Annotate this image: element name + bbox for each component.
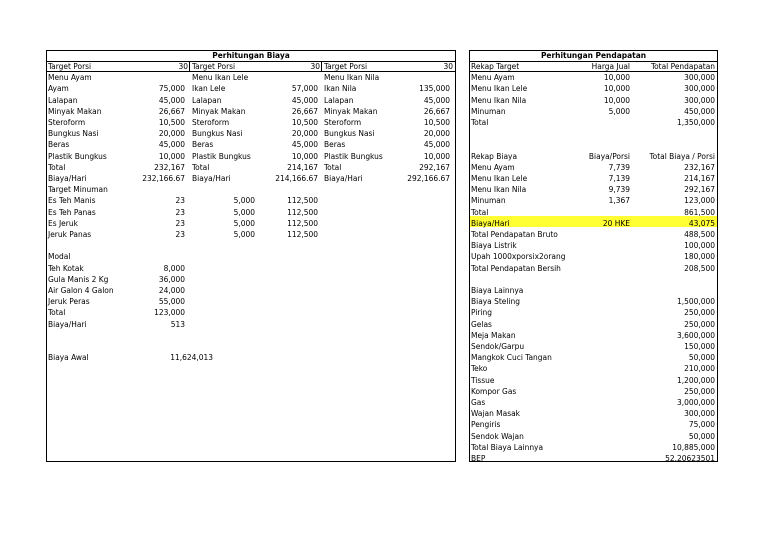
cost-item-value: 292,166.67 — [407, 173, 450, 183]
minuman-total: 112,500 — [287, 229, 318, 239]
rekap-biaya-row-mid: 7,139 — [608, 173, 630, 183]
cost-item-value: 232,167 — [154, 161, 185, 172]
rekap-biaya-header-label: Rekap Biaya — [471, 150, 518, 161]
cost-item-value: 26,667 — [158, 105, 185, 116]
minuman-total: 112,500 — [287, 195, 318, 206]
minuman-price: 5,000 — [233, 217, 255, 228]
menu-name: Menu Ikan Nila — [324, 72, 380, 83]
minuman-qty: 23 — [175, 229, 185, 239]
rekap-biaya-row-value: 100,000 — [684, 240, 715, 251]
biaya-lainnya-title: Biaya Lainnya — [471, 285, 524, 295]
rekap-target-row-mid: 10,000 — [603, 72, 630, 83]
cost-item-value: 214,166.67 — [275, 173, 318, 183]
cost-item-value: 57,000 — [291, 83, 318, 94]
cost-item-value: 20,000 — [158, 128, 185, 139]
cost-item-label: Biaya/Hari — [192, 173, 231, 183]
rekap-biaya-row-value: 861,500 — [684, 206, 715, 217]
biaya-lainnya-value: 3,600,000 — [677, 329, 715, 340]
target-porsi-value: 30 — [310, 61, 320, 71]
modal-label: Jeruk Peras — [48, 296, 90, 307]
biaya-lainnya-value: 10,885,000 — [672, 441, 715, 452]
minuman-label: Es Teh Manis — [48, 195, 96, 206]
biaya-lainnya-value: 50,000 — [688, 430, 715, 441]
modal-value: 8,000 — [163, 262, 185, 273]
biaya-lainnya-label: Piring — [471, 307, 493, 318]
biaya-lainnya-value: 3,000,000 — [677, 397, 715, 407]
cost-item-label: Beras — [48, 139, 70, 150]
cost-item-value: 10,000 — [158, 150, 185, 161]
biaya-lainnya-value: 150,000 — [684, 341, 715, 351]
cost-item-value: 214,167 — [287, 161, 318, 172]
minuman-label: Jeruk Panas — [48, 229, 92, 239]
rekap-biaya-row-label: Menu Ayam — [471, 161, 515, 172]
cost-item-label: Minyak Makan — [192, 105, 246, 116]
biaya-lainnya-value: 250,000 — [684, 385, 715, 396]
minuman-qty: 23 — [175, 195, 185, 206]
cost-item-value: 45,000 — [158, 94, 185, 105]
cost-item-value: 10,000 — [423, 150, 450, 161]
pendapatan-title: Perhitungan Pendapatan — [540, 50, 647, 60]
biaya-lainnya-label: Total Biaya Lainnya — [471, 441, 544, 452]
rekap-biaya-row-label: Minuman — [471, 195, 506, 206]
rekap-target-row-mid: 10,000 — [603, 94, 630, 105]
rekap-biaya-row-label: Upah 1000xporsix2orang — [471, 251, 566, 262]
cost-item-label: Lalapan — [324, 94, 354, 105]
cost-item-value: 45,000 — [291, 139, 318, 150]
rekap-biaya-row-label: Total Pendapatan Bruto — [471, 229, 558, 239]
modal-label: Air Galon 4 Galon — [48, 285, 114, 295]
biaya-lainnya-label: Teko — [471, 363, 488, 374]
rekap-biaya-row-label: Menu Ikan Lele — [471, 173, 528, 183]
rekap-target-header-label: Rekap Target — [471, 61, 520, 71]
cost-item-label: Ayam — [48, 83, 69, 94]
rekap-target-row-label: Menu Ikan Lele — [471, 83, 528, 94]
rekap-biaya-row-value: 292,167 — [684, 184, 715, 195]
biaya-lainnya-label: Biaya Steling — [471, 296, 521, 307]
biaya-lainnya-label: Gelas — [471, 318, 492, 329]
menu-name: Menu Ayam — [48, 72, 92, 83]
cost-item-value: 232,166.67 — [142, 173, 185, 183]
cost-item-value: 20,000 — [423, 128, 450, 139]
cost-item-label: Total — [192, 161, 210, 172]
biaya-lainnya-value: 1,500,000 — [677, 296, 715, 307]
rekap-biaya-row-value: 208,500 — [684, 262, 715, 273]
rekap-biaya-row-label: Menu Ikan Nila — [471, 184, 527, 195]
minuman-price: 5,000 — [233, 195, 255, 206]
modal-value: 24,000 — [158, 285, 185, 295]
cost-item-label: Plastik Bungkus — [192, 150, 251, 161]
biaya-lainnya-value: 250,000 — [684, 318, 715, 329]
cost-item-label: Biaya/Hari — [324, 173, 363, 183]
cost-item-label: Total — [324, 161, 342, 172]
rekap-target-row-label: Minuman — [471, 105, 506, 116]
biaya-lainnya-label: Gas — [471, 397, 486, 407]
cost-item-label: Biaya/Hari — [48, 173, 87, 183]
rekap-biaya-row-value: 214,167 — [684, 173, 715, 183]
biaya-lainnya-label: Pengiris — [471, 419, 501, 430]
modal-value: 55,000 — [158, 296, 185, 307]
target-minuman-title: Target Minuman — [48, 184, 108, 195]
cost-item-value: 45,000 — [291, 94, 318, 105]
biaya-lainnya-value: 210,000 — [684, 363, 715, 374]
cost-item-value: 10,500 — [158, 117, 185, 127]
biaya-lainnya-label: Mangkok Cuci Tangan — [471, 352, 552, 363]
biaya-title: Perhitungan Biaya — [212, 50, 290, 60]
rekap-biaya-row-value: 488,500 — [684, 229, 715, 239]
cost-item-label: Bungkus Nasi — [192, 128, 243, 139]
target-porsi-label: Target Porsi — [324, 61, 368, 71]
biaya-lainnya-label: Sendok Wajan — [471, 430, 524, 441]
biaya-lainnya-label: Tissue — [471, 374, 495, 385]
biaya-lainnya-value: 1,200,000 — [677, 374, 715, 385]
cost-item-value: 75,000 — [158, 83, 185, 94]
rekap-target-header-mid: Harga Jual — [591, 61, 630, 71]
cost-item-label: Bungkus Nasi — [324, 128, 375, 139]
cost-item-value: 20,000 — [291, 128, 318, 139]
rekap-target-row-mid: 5,000 — [608, 105, 630, 116]
biaya-lainnya-label: Wajan Masak — [471, 408, 520, 419]
cost-item-label: Ikan Lele — [192, 83, 226, 94]
minuman-price: 5,000 — [233, 229, 255, 239]
cost-item-label: Ikan Nila — [324, 83, 357, 94]
modal-label: Biaya/Hari — [48, 318, 87, 329]
modal-value: 513 — [170, 318, 185, 329]
rekap-biaya-row-value: 180,000 — [684, 251, 715, 262]
cost-item-label: Total — [48, 161, 66, 172]
modal-title: Modal — [48, 251, 71, 262]
cost-item-label: Steroform — [324, 117, 362, 127]
rekap-biaya-row-label: Biaya Listrik — [471, 240, 517, 251]
rekap-biaya-row-label: Total Pendapatan Bersih — [471, 262, 561, 273]
cost-item-value: 26,667 — [423, 105, 450, 116]
cost-item-value: 45,000 — [423, 94, 450, 105]
minuman-total: 112,500 — [287, 217, 318, 228]
cost-item-label: Minyak Makan — [48, 105, 102, 116]
cost-item-value: 10,500 — [423, 117, 450, 127]
cost-item-label: Minyak Makan — [324, 105, 378, 116]
rekap-biaya-row-value: 232,167 — [684, 161, 715, 172]
rekap-biaya-row-value: 123,000 — [684, 195, 715, 206]
cost-item-value: 10,000 — [291, 150, 318, 161]
cost-item-label: Lalapan — [48, 94, 78, 105]
biaya-lainnya-value: 52.20623501 — [665, 453, 715, 463]
cost-item-value: 10,500 — [291, 117, 318, 127]
rekap-biaya-row-mid: 20 HKE — [602, 217, 630, 228]
minuman-total: 112,500 — [287, 206, 318, 217]
biaya-lainnya-label: BEP — [471, 453, 486, 463]
modal-label: Total — [48, 307, 66, 318]
biaya-awal-value: 11,624,013 — [170, 352, 213, 363]
minuman-qty: 23 — [175, 217, 185, 228]
modal-value: 36,000 — [158, 273, 185, 284]
rekap-biaya-row-mid: 9,739 — [608, 184, 630, 195]
rekap-biaya-row-label: Total — [471, 206, 489, 217]
biaya-lainnya-label: Meja Makan — [471, 329, 516, 340]
cost-item-value: 45,000 — [158, 139, 185, 150]
minuman-label: Es Jeruk — [48, 217, 78, 228]
cost-item-label: Plastik Bungkus — [324, 150, 383, 161]
rekap-biaya-header-mid: Biaya/Porsi — [588, 150, 630, 161]
cost-item-label: Bungkus Nasi — [48, 128, 99, 139]
rekap-target-row-label: Menu Ikan Nila — [471, 94, 527, 105]
minuman-label: Es Teh Panas — [48, 206, 96, 217]
minuman-qty: 23 — [175, 206, 185, 217]
cost-item-label: Plastik Bungkus — [48, 150, 107, 161]
rekap-target-header-value: Total Pendapatan — [650, 61, 715, 71]
rekap-biaya-row-label: Biaya/Hari — [471, 217, 510, 228]
rekap-target-row-value: 1,350,000 — [677, 117, 715, 127]
modal-value: 123,000 — [154, 307, 185, 318]
cost-item-label: Steroform — [48, 117, 86, 127]
target-porsi-value: 30 — [178, 61, 188, 71]
target-porsi-label: Target Porsi — [192, 61, 236, 71]
biaya-lainnya-value: 250,000 — [684, 307, 715, 318]
menu-name: Menu Ikan Lele — [192, 72, 249, 83]
rekap-target-row-label: Total — [471, 117, 489, 127]
cost-item-label: Lalapan — [192, 94, 222, 105]
target-porsi-label: Target Porsi — [48, 61, 92, 71]
biaya-lainnya-label: Sendok/Garpu — [471, 341, 525, 351]
rekap-target-row-label: Menu Ayam — [471, 72, 515, 83]
biaya-lainnya-value: 300,000 — [684, 408, 715, 419]
cost-item-value: 292,167 — [419, 161, 450, 172]
modal-label: Gula Manis 2 Kg — [48, 273, 109, 284]
rekap-biaya-row-mid: 1,367 — [608, 195, 630, 206]
cost-item-label: Beras — [324, 139, 346, 150]
cost-item-label: Beras — [192, 139, 214, 150]
modal-label: Teh Kotak — [48, 262, 84, 273]
rekap-biaya-row-mid: 7,739 — [608, 161, 630, 172]
cost-item-value: 135,000 — [419, 83, 450, 94]
rekap-target-row-value: 300,000 — [684, 94, 715, 105]
cost-item-value: 45,000 — [423, 139, 450, 150]
biaya-lainnya-label: Kompor Gas — [471, 385, 517, 396]
rekap-biaya-header-value: Total Biaya / Porsi — [649, 150, 715, 161]
rekap-target-row-value: 450,000 — [684, 105, 715, 116]
rekap-biaya-row-value: 43,075 — [688, 217, 715, 228]
biaya-lainnya-value: 50,000 — [688, 352, 715, 363]
target-porsi-value: 30 — [443, 61, 453, 71]
biaya-lainnya-value: 75,000 — [688, 419, 715, 430]
rekap-target-row-value: 300,000 — [684, 83, 715, 94]
minuman-price: 5,000 — [233, 206, 255, 217]
biaya-awal-label: Biaya Awal — [48, 352, 89, 363]
cost-item-value: 26,667 — [291, 105, 318, 116]
rekap-target-row-value: 300,000 — [684, 72, 715, 83]
rekap-target-row-mid: 10,000 — [603, 83, 630, 94]
cost-item-label: Steroform — [192, 117, 230, 127]
